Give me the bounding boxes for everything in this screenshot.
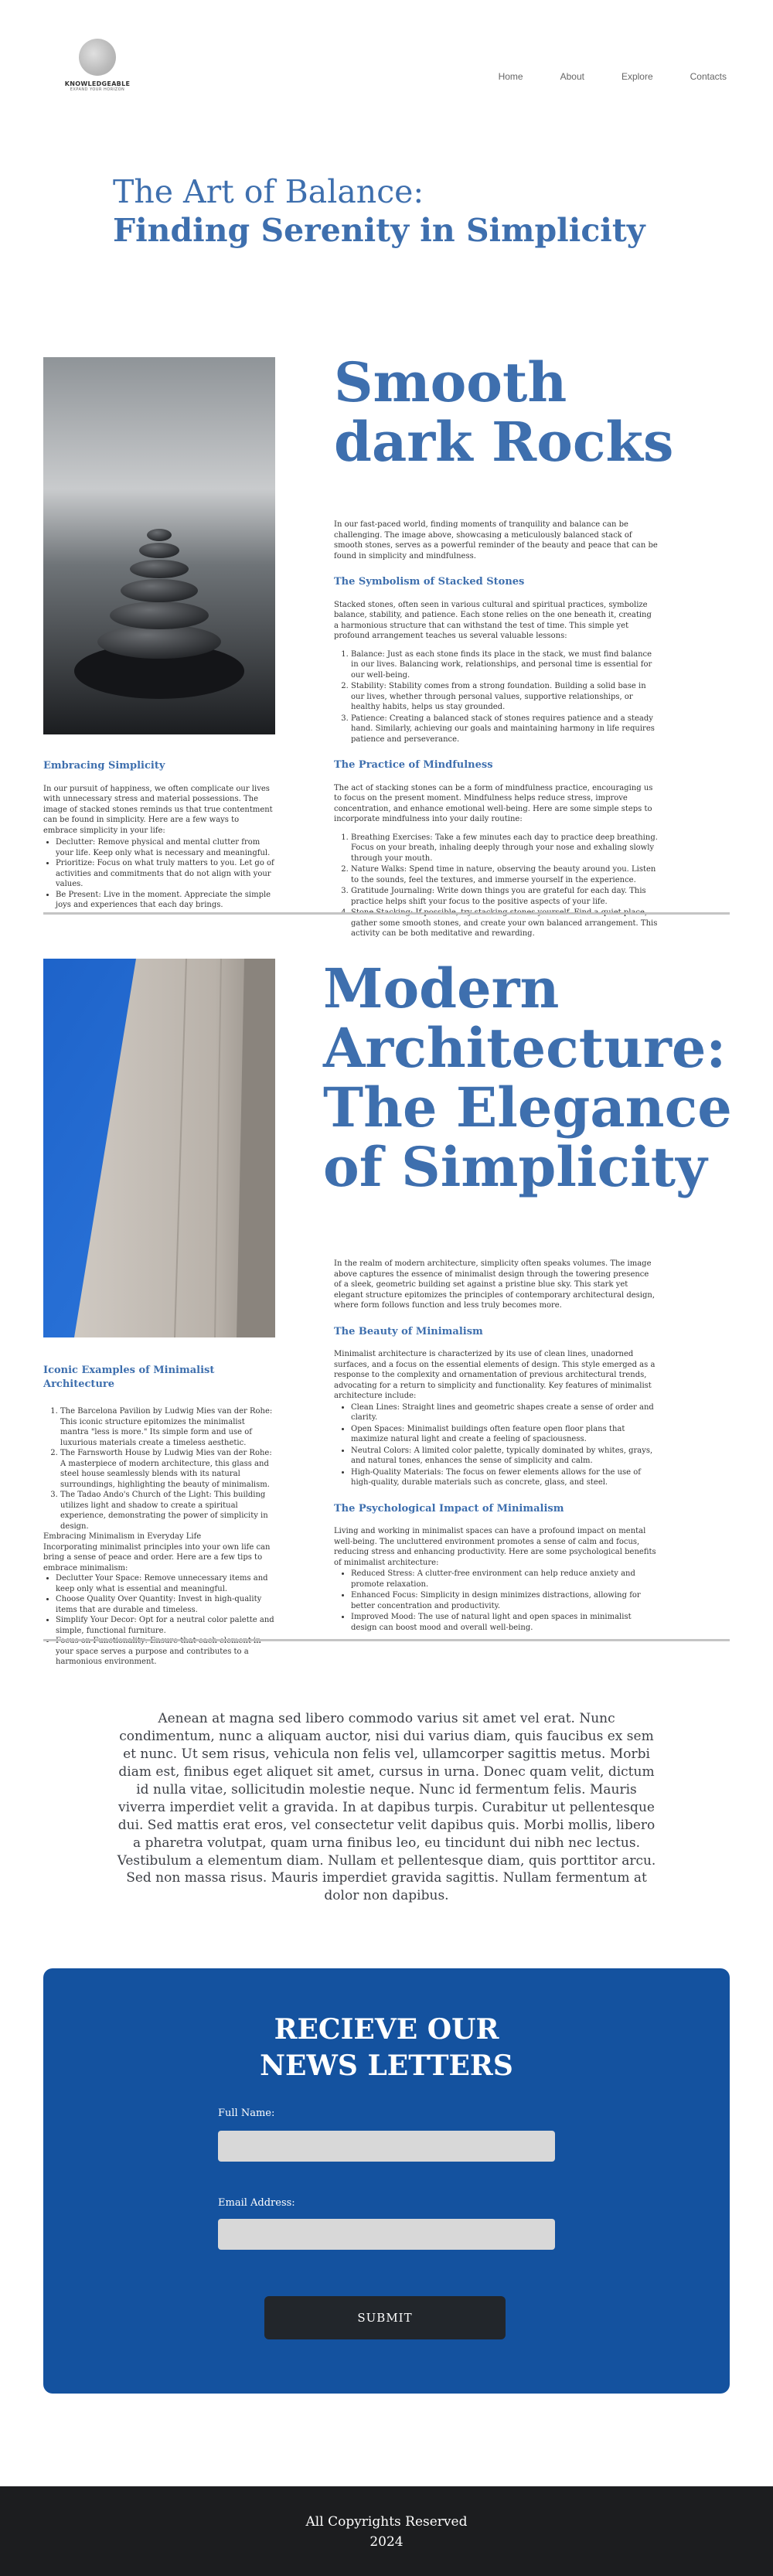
article-architecture-heading-line2: Architecture: xyxy=(323,1016,727,1080)
main-nav xyxy=(499,71,727,82)
hero-title-line2: Finding Serenity in Simplicity xyxy=(113,212,645,250)
list-item: • Simplify Your Decor: Opt for a neutral color palette and simple, functional furniture. xyxy=(56,1615,275,1636)
section-divider xyxy=(43,912,730,915)
nav-home-link[interactable]: Home xyxy=(498,71,523,82)
list-item: 2. Nature Walks: Spend time in nature, observing the beauty around you. Listen to the sounds, feel the textures, and immerse yourself in the experience. xyxy=(351,864,659,885)
article-rocks-body xyxy=(334,520,659,940)
logo-name: KNOWLEDGEABLE xyxy=(64,80,131,87)
symbolism-heading: The Symbolism of Stacked Stones xyxy=(334,576,525,588)
copyright-text: All Copyrights Reserved xyxy=(305,2514,468,2530)
embracing-simplicity-heading: Embracing Simplicity xyxy=(43,760,165,772)
list-item: 3. Patience: Creating a balanced stack of stones requires patience and a steady hand. Similarly, achieving our goals and maintaining harmony in life requires patience and perseverance. xyxy=(351,714,659,745)
beauty-of-minimalism-text: Minimalist architecture is characterized by its use of clean lines, unadorned surfaces, and a focus on the essential elements of design. This style emerged as a response to the complexity and ornamentation of previous architectural trends, advocating for a return to simplicity and functionality. Key features of minimalist architecture include: xyxy=(334,1350,656,1401)
list-item: • Enhanced Focus: Simplicity in design minimizes distractions, allowing for better concentration and productivity. xyxy=(351,1590,659,1611)
article-architecture-heading-line1: Modern xyxy=(323,956,560,1021)
site-footer xyxy=(0,2486,773,2576)
list-item: 3. The Tadao Ando's Church of the Light: This building utilizes light and shadow to create a spiritual experience, demonstrating the power of simplicity in design. xyxy=(60,1490,275,1532)
list-item: 2. Stability: Stability comes from a strong foundation. Building a solid base in our lives, whether through personal values, supportive relationships, or healthy habits, helps us stay grounded. xyxy=(351,681,659,713)
psychological-impact-list xyxy=(334,1569,659,1633)
list-item: • Be Present: Live in the moment. Appreciate the simple joys and experiences that each day brings. xyxy=(56,890,275,911)
list-item: • your space serves a purpose and contributes to a harmonious environment. xyxy=(56,1636,275,1668)
list-item: 2. The Farnsworth House by Ludwig Mies van der Rohe: A masterpiece of modern architecture, this glass and steel house seamlessly blends with its natural surroundings, highlighting the beauty of minimalism. xyxy=(60,1448,275,1490)
newsletter-section xyxy=(43,1968,730,2394)
beauty-of-minimalism-list xyxy=(334,1402,659,1488)
newsletter-title-line2: NEWS LETTERS xyxy=(260,2049,513,2082)
list-item: • Choose Quality Over Quantity: Invest in high-quality items that are durable and timeless. xyxy=(56,1594,275,1615)
list-item: 4. gather some smooth stones, and create your own balanced arrangement. This activity can be both meditative and rewarding. xyxy=(351,908,659,939)
article-architecture-heading-line4: of Simplicity xyxy=(323,1135,707,1199)
psychological-impact-heading: The Psychological Impact of Minimalism xyxy=(334,1502,564,1515)
full-name-input[interactable] xyxy=(218,2131,555,2162)
list-item: • Declutter Your Space: Remove unnecessary items and keep only what is essential and meaningful. xyxy=(56,1573,275,1594)
hero-title-line1: The Art of Balance: xyxy=(113,173,424,210)
everyday-minimalism-list xyxy=(43,1573,275,1668)
mindfulness-text: The act of stacking stones can be a form of mindfulness practice, encouraging us to focus on the present moment. Mindfulness helps reduce stress, improve concentration, and enhance emotional well-being. Here are some simple steps to incorporate mindfulness into your daily routine: xyxy=(334,783,653,824)
psychological-impact-text: Living and working in minimalist spaces can have a profound impact on mental well-being. The uncluttered environment promotes a sense of calm and focus, reducing stress and enhancing productivity. Here are some psychological benefits of minimalist architecture: xyxy=(334,1527,656,1567)
everyday-minimalism-heading: Embracing Minimalism in Everyday Life xyxy=(43,1532,202,1542)
newsletter-title-line1: RECIEVE OUR xyxy=(274,2013,499,2046)
article-rocks-heading-line1: Smooth xyxy=(334,350,567,414)
list-item: • Prioritize: Focus on what truly matters to you. Let go of activities and commitments that do not align with your values. xyxy=(56,858,275,890)
email-label: Email Address: xyxy=(218,2197,295,2209)
list-item: 3. Gratitude Journaling: Write down things you are grateful for each day. This practice helps shift your focus to the positive aspects of your life. xyxy=(351,886,659,907)
beauty-of-minimalism-heading: The Beauty of Minimalism xyxy=(334,1325,483,1337)
copyright-year: 2024 xyxy=(369,2533,404,2550)
full-name-label: Full Name: xyxy=(218,2107,275,2119)
logo[interactable] xyxy=(60,39,135,92)
stacked-stones-image xyxy=(43,357,275,734)
iconic-examples-section xyxy=(43,1364,275,1668)
submit-button[interactable]: SUBMIT xyxy=(264,2296,506,2339)
article-rocks-heading xyxy=(334,350,674,474)
symbolism-list xyxy=(334,649,659,745)
list-item: • Clean Lines: Straight lines and geometric shapes create a sense of order and clarity. xyxy=(351,1402,659,1423)
lorem-paragraph: Aenean at magna sed libero commodo varius sit amet vel erat. Nunc condimentum, nunc a aliquam auctor, nisi dui varius diam, quis faucibus ex sem et nunc. Ut sem risus, vehicula non felis vel, ullamcorper sagittis metus. Morbi diam est, finibus eget aliquet sit amet, cursus in urna. Donec quam velit, dictum id nulla vitae, sollicitudin molestie neque. Nunc id fermentum felis. Mauris viverra imperdiet velit a gravida. In at dapibus turpis. Curabitur ut pellentesque dui. Sed mattis erat eros, vel consectetur velit dapibus quis. Morbi mollis, libero a pharetra volutpat, quam urna finibus leo, eu tincidunt dui nibh nec lectus. Vestibulum a elementum diam. Nullam et pellentesque diam, quis porttitor arcu. Sed non massa risus. Mauris imperdiet gravida sagittis. Nullam fermentum at dolor non dapibus. xyxy=(117,1711,656,1904)
iconic-examples-heading: Iconic Examples of Minimalist Architecture xyxy=(43,1365,215,1390)
list-item: • Open Spaces: Minimalist buildings often feature open floor plans that maximize natural light and create a feeling of spaciousness. xyxy=(351,1424,659,1445)
newsletter-title xyxy=(43,2012,730,2084)
embracing-simplicity-text: In our pursuit of happiness, we often complicate our lives with unnecessary stress and material possessions. The image of stacked stones reminds us that true contentment can be found in simplicity. Here are a few ways to embrace simplicity in your life: xyxy=(43,784,273,835)
embracing-simplicity-list xyxy=(43,837,275,911)
section-divider xyxy=(43,1639,730,1641)
list-item: • Improved Mood: The use of natural light and open spaces in minimalist design can boost mood and overall well-being. xyxy=(351,1612,659,1633)
logo-mark-icon xyxy=(79,39,116,76)
hero-title xyxy=(113,173,700,250)
logo-tagline: EXPAND YOUR HORIZON xyxy=(70,87,125,92)
embracing-simplicity-section xyxy=(43,759,275,911)
list-item: • Neutral Colors: A limited color palette, typically dominated by whites, grays, and natural tones, enhances the sense of simplicity and calm. xyxy=(351,1446,659,1467)
iconic-examples-list xyxy=(43,1406,275,1532)
article-architecture-heading xyxy=(323,956,732,1199)
article-rocks-heading-line2: dark Rocks xyxy=(334,410,674,474)
article-architecture-intro: In the realm of modern architecture, simplicity often speaks volumes. The image above captures the essence of minimalist design through the towering presence of a sleek, geometric building set against a pristine blue sky. This stark yet elegant structure epitomizes the principles of contemporary architectural design, where form follows function and less truly becomes more. xyxy=(334,1259,655,1310)
list-item: 1. Breathing Exercises: Take a few minutes each day to practice deep breathing. Focus on your breath, inhaling deeply through your nose and exhaling slowly through your mouth. xyxy=(351,833,659,864)
nav-explore-link[interactable]: Explore xyxy=(621,71,653,82)
architecture-image xyxy=(43,959,275,1337)
mindfulness-list xyxy=(334,833,659,939)
symbolism-text: Stacked stones, often seen in various cultural and spiritual practices, symbolize balance, stability, and patience. Each stone relies on the one beneath it, creating a harmonious structure that can withstand the test of time. This simple yet profound arrangement teaches us several valuable lessons: xyxy=(334,600,652,641)
article-architecture-heading-line3: The Elegance xyxy=(323,1075,732,1140)
mindfulness-heading: The Practice of Mindfulness xyxy=(334,759,493,772)
list-item: 1. Balance: Just as each stone finds its place in the stack, we must find balance in our lives. Balancing work, relationships, and personal time is essential for our well-being. xyxy=(351,649,659,681)
list-item: • High-Quality Materials: The focus on fewer elements allows for the use of high-quality, durable materials such as concrete, glass, and steel. xyxy=(351,1467,659,1488)
email-input[interactable] xyxy=(218,2219,555,2250)
list-item: 1. The Barcelona Pavilion by Ludwig Mies van der Rohe: This iconic structure epitomizes the minimalist mantra "less is more." Its simple form and use of luxurious materials create a timeless aesthetic. xyxy=(60,1406,275,1448)
article-rocks-intro: In our fast-paced world, finding moments of tranquility and balance can be challenging. The image above, showcasing a meticulously balanced stack of smooth stones, serves as a powerful reminder of the beauty and peace that can be found in simplicity and mindfulness. xyxy=(334,520,658,561)
everyday-minimalism-text: Incorporating minimalist principles into your own life can bring a sense of peace and order. Here are a few tips to embrace minimalism: xyxy=(43,1542,271,1573)
nav-contacts-link[interactable]: Contacts xyxy=(690,71,727,82)
list-item: • Reduced Stress: A clutter-free environment can help reduce anxiety and promote relaxation. xyxy=(351,1569,659,1590)
list-item: • Declutter: Remove physical and mental clutter from your life. Keep only what is necessary and meaningful. xyxy=(56,837,275,858)
site-header xyxy=(0,0,773,108)
nav-about-link[interactable]: About xyxy=(560,71,584,82)
article-architecture-body xyxy=(334,1259,659,1634)
